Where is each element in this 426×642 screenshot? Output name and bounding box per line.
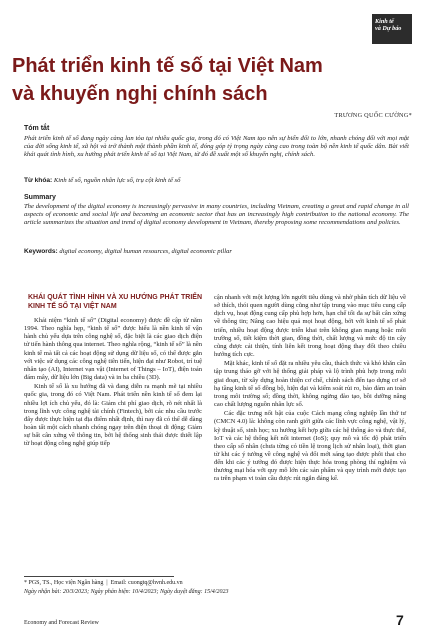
footnote-divider: [24, 576, 174, 577]
footnote-affiliation-line: * PGS, TS., Học viện Ngân hàng | Email: cuongtq@hvnh.edu.vn: [24, 580, 183, 586]
journal-name: Economy and Forecast Review: [24, 620, 99, 626]
journal-badge: [372, 14, 412, 44]
footnote-email: Email: cuongtq@hvnh.edu.vn: [110, 580, 183, 586]
abstract-en-heading: Summary: [24, 194, 56, 201]
keywords-vi-label: Từ khóa:: [24, 177, 53, 184]
page-number: 7: [396, 612, 404, 628]
footnote-dates: [24, 589, 404, 596]
author-name: TRƯƠNG QUỐC CƯỜNG*: [334, 112, 412, 119]
body-paragraph: Các đặc trưng nổi bật của cuộc Cách mạng công nghiệp lần thứ tư (CMCN 4.0) là: không còn ranh giới giữa các lĩnh vực công nghệ, vật lý, kỹ thuật số, sinh học; xu hướng kết hợp giữa các hệ thống ảo và thực thể, IoT và các hệ thống kết nối internet (IoS); quy mô và tốc độ phát triển theo cấp số nhân (chưa từng có tiền lệ trong lịch sử nhân loại), thời gian từ khi các ý tưởng về công nghệ và đổi mới sáng tạo được phôi thai cho đến khi các ý tưởng đó được hiện thực hóa trong phòng thí nghiệm và thương mại hóa với quy mô lớn các sản phẩm và quy trình mới được tạo ra trên phạm vi toàn cầu được rút ngắn đáng kể.: [214, 410, 406, 483]
title-line-2: và khuyến nghị chính sách: [12, 83, 268, 105]
abstract-vi-text: Phát triển kinh tế số đang ngày càng lan tỏa tại nhiều quốc gia, trong đó có Việt Nam tạo nên sự biến đổi to lớn, nhanh chóng đối với mọi mặt của đời sống kinh tế, xã hội và trở thành một thành phần kinh tế, đóng góp tỷ trọng ngày càng cao trong toàn bộ nền kinh tế quốc dân. Bài viết khái quát tình hình, xu hướng phát triển kinh tế số tại Việt Nam, từ đó đề xuất một số khuyến nghị, chính sách.: [24, 135, 409, 159]
keywords-en-text: digital economy, digital human resources, digital economic pillar: [59, 248, 232, 255]
abstract-en-text: The development of the digital economy is increasingly pervasive in many countries, including Vietnam, creating a great and rapid change in all aspects of economic and social life and becoming an economic sector that has an increasingly high contribution to the national economy. The article summarizes the situation and trend of digital economy development in Vietnam, thereby proposing some recommendations and policies.: [24, 203, 409, 227]
body-paragraph: Khái niệm “kinh tế số” (Digital economy) được đề cập từ năm 1994. Theo nghĩa hẹp, “kinh tế số” được hiểu là nền kinh tế vận hành chủ yếu dựa trên công nghệ số, đặc biệt là các giao dịch điện tử tiến hành thông qua internet. Theo nghĩa rộng, “kinh tế số” là nền kinh tế mà tất cả các hoạt động sử dụng dữ liệu số, có thể được gắn với việc sử dụng các công nghệ tiên tiến, hiện đại như Robot, trí tuệ nhân tạo (AI), Internet vạn vật (Internet of Things – IoT), điện toán đám mây, dữ liệu lớn (Big data) và in ba chiều (3D).: [24, 317, 202, 382]
footnote-affiliation: * PGS, TS., Học viện Ngân hàng: [24, 580, 104, 586]
keywords-en: [24, 248, 409, 256]
badge-line-2: và Dự báo: [375, 25, 402, 32]
keywords-vi: [24, 177, 409, 185]
section-heading: KHÁI QUÁT TÌNH HÌNH VÀ XU HƯỚNG PHÁT TRIỂN KINH TẾ SỐ TẠI VIỆT NAM: [28, 294, 202, 310]
footnote-dates-text: Ngày nhận bài: 20/3/2023; Ngày phản biện: 10/4/2023; Ngày duyệt đăng: 15/4/2023: [24, 589, 229, 595]
title-line-1: Phát triển kinh tế số tại Việt Nam: [12, 55, 323, 77]
abstract-vi-heading: Tóm tắt: [24, 125, 50, 132]
keywords-en-label: Keywords:: [24, 248, 58, 255]
left-column: [24, 294, 202, 450]
body-paragraph: Kinh tế số là xu hướng đã và đang diễn ra mạnh mẽ tại nhiều quốc gia, trong đó có Việt Nam. Phát triển nền kinh tế số đem lại nhiều lợi ích chủ yếu, đó là: Giảm chi phí giao dịch, rõ nét nhất là trong lĩnh vực công nghệ tài chính (Fintech), bởi các nhu cầu trước đây được thực hiện tại địa điểm nhất định, thì nay đã có thể dễ dàng hoàn tất một cách nhanh chóng ngay trên điện thoại di động; Giảm sự bất cân xứng về thông tin, bởi hệ thống sinh thái được thiết lập từ hoạt động công nghệ giúp tiếp: [24, 383, 202, 448]
body-paragraph: cận nhanh với một lượng lớn người tiêu dùng và nhờ phân tích dữ liệu về sở thích, thói quen người dùng cũng như tập trung vào mục tiêu cung cấp dịch vụ, hoạt động cung cấp phù hợp hơn, hạn chế tối đa sự bất cân xứng về thông tin; Nâng cao hiệu quả mọi hoạt động, bởi với kinh tế số phát triển, nhiều hoạt động được triển khai trên không gian mạng hoặc môi trường số, tiết kiệm thời gian, đồng thời, chất lượng và mức độ tin cậy cũng được cải thiện, tính liên kết trong hoạt động thay đổi theo chiều hướng tích cực.: [214, 294, 406, 359]
body-paragraph: Mặt khác, kinh tế số đặt ra nhiều yêu cầu, thách thức và khó khăn cần tập trung tháo gỡ với hệ thống giải pháp và lộ trình phù hợp trong mỗi giai đoạn, từ xây dựng hoàn thiện cơ chế, chính sách đến tạo dựng cơ sở hạ tầng kinh tế số đồng bộ, hiện đại và kiểm soát rủi ro, bảo đảm an toàn trong môi trường số; đồng thời, không ngừng đào tạo, bồi dưỡng nâng cao chất lượng nguồn nhân lực số.: [214, 360, 406, 409]
badge-line-1: Kinh tế: [375, 18, 394, 25]
keywords-vi-text: Kinh tế số, nguồn nhân lực số, trụ cột kinh tế số: [53, 177, 181, 184]
article-title: [12, 52, 412, 108]
right-column: [214, 294, 406, 485]
